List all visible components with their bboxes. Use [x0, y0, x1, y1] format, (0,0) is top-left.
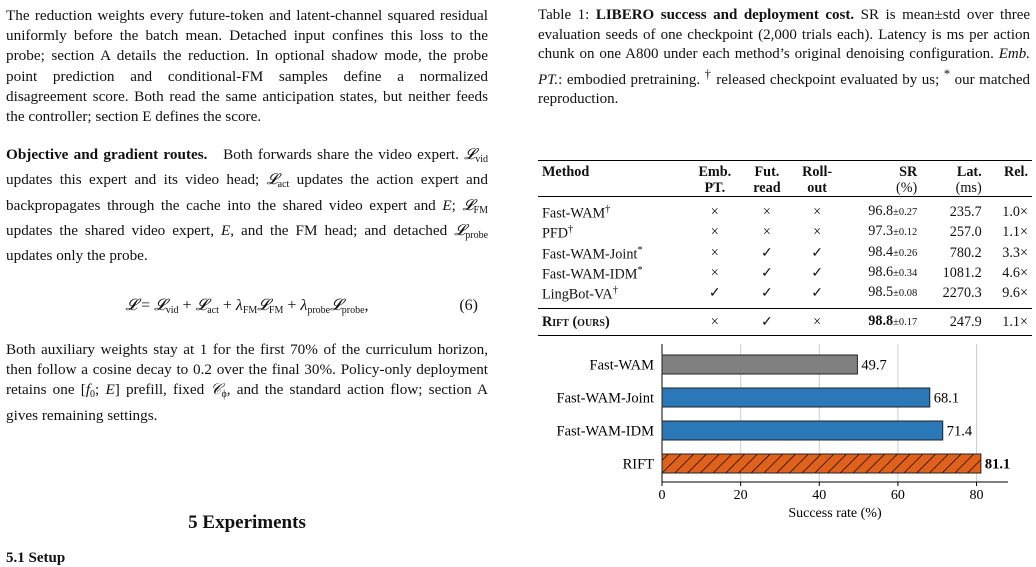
table-header-row	[538, 161, 1032, 197]
results-table-container	[538, 160, 1032, 336]
x-tick-label: 60	[890, 488, 905, 503]
col-header-emb: Emb. PT.	[698, 164, 732, 196]
bar-fast-wam-joint	[662, 388, 930, 407]
category-label: Fast-WAM-Joint	[556, 390, 654, 407]
bar-rift	[662, 454, 981, 473]
category-label: Fast-WAM	[589, 357, 654, 374]
x-tick-label: 80	[969, 488, 984, 503]
col-header-method: Method	[542, 164, 590, 180]
equation-number: (6)	[459, 297, 478, 314]
col-header-rollout: Roll- out	[802, 164, 833, 196]
col-header-latency: Lat. (ms)	[955, 164, 982, 196]
x-tick-label: 40	[812, 488, 827, 503]
bar-fast-wam-idm	[662, 421, 943, 440]
table-row: Fast-WAM-Joint* × ✓ ✓ 98.4±0.26 780.2 3.3×	[542, 243, 1028, 263]
success-rate-chart	[538, 342, 1028, 542]
x-tick-label: 0	[658, 488, 666, 503]
subsection-title: 5.1 Setup	[6, 550, 66, 566]
body-paragraph-2: Objective and gradient routes. Both forwards share the video expert. 𝓛$_{vid}$ updates this expert and its video head; 𝓛$_{act}$ updates the action expert and backpropagates through the cache into the shared video expert and E; 𝓛$_{FM}$ updates the shared video expert, E, and the FM head; and detached 𝓛$_{probe}$ updates only the probe.	[6, 146, 489, 265]
value-label: 49.7	[861, 357, 887, 374]
table-row: PFD† × × × 97.3±0.12 257.0 1.1×	[542, 223, 1028, 243]
col-header-rel: Rel.	[1003, 164, 1028, 180]
left-column-lower	[6, 340, 488, 426]
body-paragraph-3: Both auxiliary weights stay at 1 for the first 70% of the curriculum horizon, then follow a cosine decay to 0.2 over the final 30%. Policy-only deployment retains one [$f_0$; E] prefill, fixed 𝒞$_\phi$, and the standard action flow; section A gives remaining settings.	[6, 341, 489, 424]
paragraph-heading: Objective and gradient routes.	[6, 146, 208, 164]
col-header-sr: SR (%)	[895, 164, 918, 196]
x-tick-label: 20	[733, 488, 748, 503]
table-row: Fast-WAM† × × × 96.8±0.27 235.7 1.0×	[538, 197, 1032, 223]
left-column	[6, 6, 488, 266]
x-axis-label: Success rate (%)	[788, 506, 882, 521]
table-row: LingBot-VA† ✓ ✓ ✓ 98.5±0.08 2270.3 9.6×	[542, 284, 1028, 304]
table-row: Fast-WAM-IDM* × ✓ ✓ 98.6±0.34 1081.2 4.6×	[542, 263, 1028, 283]
value-label: 71.4	[946, 423, 973, 440]
category-label: RIFT	[622, 456, 654, 473]
equation-body: 𝓛 = 𝓛$_{vid}$ + 𝓛$_{act}$ + $\lambda_{FM}𝓛_{FM}$ + $\lambda_{probe}𝓛_{probe}$,	[125, 297, 369, 316]
body-paragraph-1: The reduction weights every future-token and latent-channel squared residual uniformly before the batch mean. Detached input confines this loss to the probe; section A details the reduction. In optional shadow mode, the probe point prediction and conditional-FM samples define a normalized disagreement score. Both read the same anticipation states, but neither feeds the controller; section E defines the score.	[6, 7, 488, 126]
col-header-fut: Fut. read	[753, 164, 781, 196]
table-caption: Table 1: LIBERO success and deployment cost. SR is mean±std over three evaluation seeds of one checkpoint (2,000 trials each). Latency is ms per action chunk on one A800 under each method’s original denoising configuration. Emb. PT.: embodied pretraining. † released checkpoint evaluated by us; * our matched reproduction.	[538, 7, 1031, 107]
category-label: Fast-WAM-IDM	[556, 423, 654, 440]
section-title: 5 Experiments	[188, 512, 306, 533]
value-label: 68.1	[933, 390, 960, 407]
table-caption-block	[538, 6, 1030, 110]
equation-6	[6, 297, 488, 321]
value-label: 81.1	[984, 456, 1011, 473]
bar-fast-wam	[662, 355, 857, 374]
table-row-ours: Rift (ours) × ✓ × 98.8±0.17 247.9 1.1×	[538, 308, 1032, 336]
results-table	[538, 160, 1032, 336]
